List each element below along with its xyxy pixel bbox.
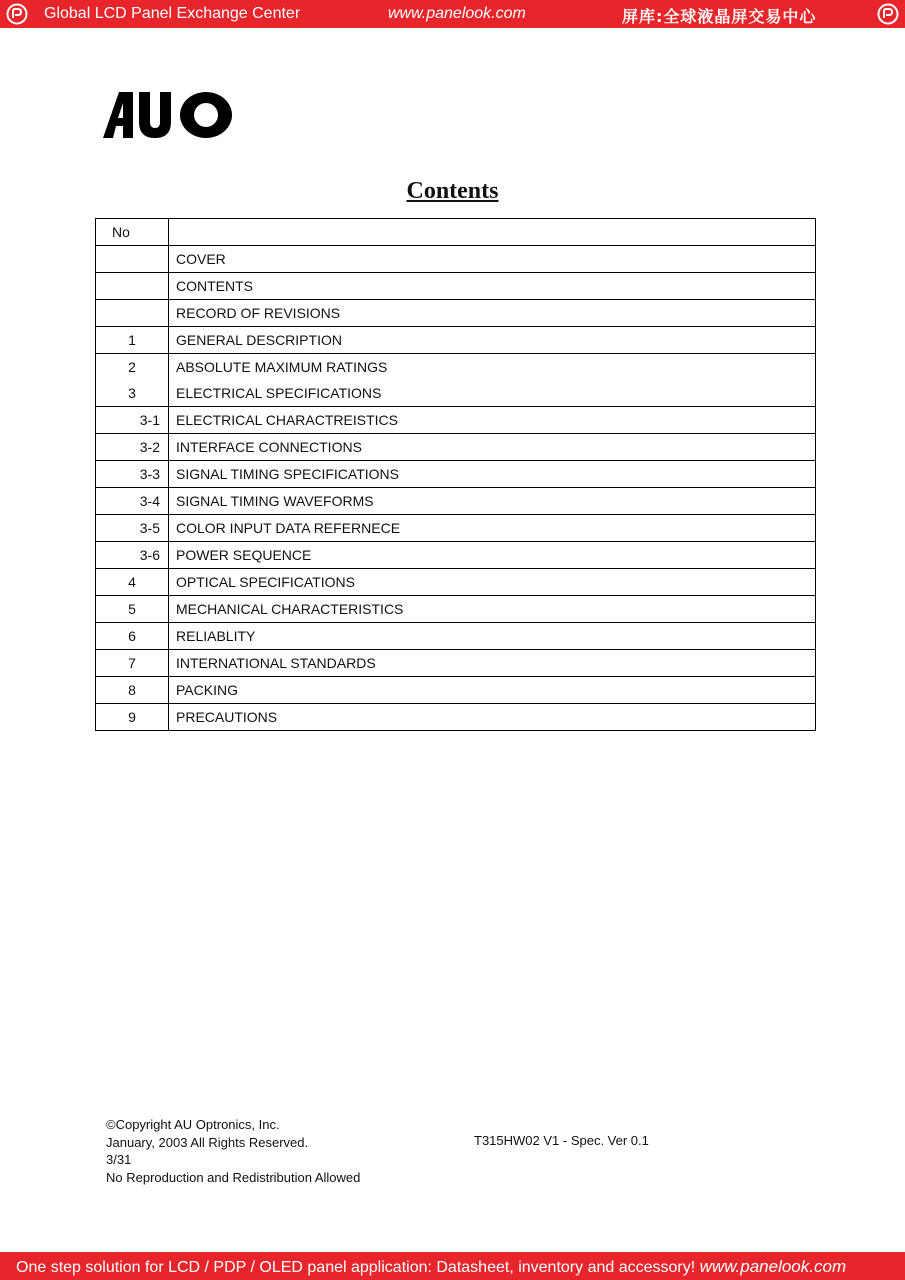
- row-title: OPTICAL SPECIFICATIONS: [169, 569, 816, 596]
- row-no: 8: [96, 677, 169, 704]
- row-title: CONTENTS: [169, 273, 816, 300]
- header-title-cell: [169, 219, 816, 246]
- row-no: 1: [96, 327, 169, 354]
- row-title: GENERAL DESCRIPTION: [169, 327, 816, 354]
- row-title: ELECTRICAL SPECIFICATIONS: [169, 380, 816, 407]
- row-no: [96, 273, 169, 300]
- row-title: PRECAUTIONS: [169, 704, 816, 731]
- row-no: 7: [96, 650, 169, 677]
- row-title: POWER SEQUENCE: [169, 542, 816, 569]
- bottom-banner-url-link[interactable]: www.panelook.com: [699, 1257, 847, 1276]
- row-no: 3: [96, 380, 169, 407]
- bottom-banner: [0, 1252, 905, 1280]
- table-row: [96, 300, 816, 327]
- row-title: ELECTRICAL CHARACTREISTICS: [169, 407, 816, 434]
- panelook-logo-icon: [6, 3, 28, 25]
- row-no: 5: [96, 596, 169, 623]
- row-title: COVER: [169, 246, 816, 273]
- table-row: [96, 515, 816, 542]
- bottom-banner-text: [16, 1257, 846, 1277]
- table-row: [96, 542, 816, 569]
- row-title: RELIABLITY: [169, 623, 816, 650]
- page-title: Contents: [406, 178, 499, 204]
- row-no: [96, 300, 169, 327]
- row-title: SIGNAL TIMING WAVEFORMS: [169, 488, 816, 515]
- row-no: 3-4: [96, 488, 169, 515]
- header-no-cell: No: [96, 219, 169, 246]
- table-row: [96, 327, 816, 354]
- row-no: 9: [96, 704, 169, 731]
- row-no: 3-6: [96, 542, 169, 569]
- table-row: [96, 461, 816, 488]
- top-banner: [0, 0, 905, 28]
- row-title: ABSOLUTE MAXIMUM RATINGS: [169, 354, 816, 381]
- row-title: INTERFACE CONNECTIONS: [169, 434, 816, 461]
- row-no: 3-2: [96, 434, 169, 461]
- page-number: 3/31: [106, 1152, 132, 1167]
- table-row: [96, 596, 816, 623]
- row-title: COLOR INPUT DATA REFERNECE: [169, 515, 816, 542]
- row-title: SIGNAL TIMING SPECIFICATIONS: [169, 461, 816, 488]
- row-no: 4: [96, 569, 169, 596]
- table-row: [96, 273, 816, 300]
- table-row: [96, 488, 816, 515]
- banner-chinese-title: 屏库:全球液晶屏交易中心: [622, 7, 817, 26]
- table-row: [96, 246, 816, 273]
- table-row: [96, 434, 816, 461]
- panelook-logo-icon: [877, 3, 899, 25]
- table-header-row: [96, 219, 816, 246]
- table-row: [96, 569, 816, 596]
- copyright-text: ©Copyright AU Optronics, Inc.: [106, 1117, 280, 1132]
- table-row: [96, 380, 816, 407]
- row-title: PACKING: [169, 677, 816, 704]
- row-title: RECORD OF REVISIONS: [169, 300, 816, 327]
- row-no: 6: [96, 623, 169, 650]
- bottom-banner-slogan: One step solution for LCD / PDP / OLED panel application: Datasheet, inventory and accessory!: [16, 1259, 696, 1276]
- row-no: 2: [96, 354, 169, 381]
- banner-title: Global LCD Panel Exchange Center: [44, 5, 301, 22]
- table-row: [96, 704, 816, 731]
- reproduction-notice: No Reproduction and Redistribution Allowed: [106, 1169, 361, 1185]
- table-row: [96, 623, 816, 650]
- date-rights-text: January, 2003 All Rights Reserved.: [106, 1134, 309, 1150]
- table-row: [96, 650, 816, 677]
- banner-url-link[interactable]: www.panelook.com: [388, 5, 526, 22]
- table-row: [96, 354, 816, 381]
- row-no: 3-3: [96, 461, 169, 488]
- contents-table: [95, 218, 816, 731]
- row-title: MECHANICAL CHARACTERISTICS: [169, 596, 816, 623]
- auo-logo: [103, 88, 235, 140]
- row-no: 3-1: [96, 407, 169, 434]
- page-footer: [106, 1116, 360, 1186]
- row-no: [96, 246, 169, 273]
- table-row: [96, 407, 816, 434]
- row-title: INTERNATIONAL STANDARDS: [169, 650, 816, 677]
- document-id: T315HW02 V1 - Spec. Ver 0.1: [474, 1133, 649, 1148]
- table-row: [96, 677, 816, 704]
- row-no: 3-5: [96, 515, 169, 542]
